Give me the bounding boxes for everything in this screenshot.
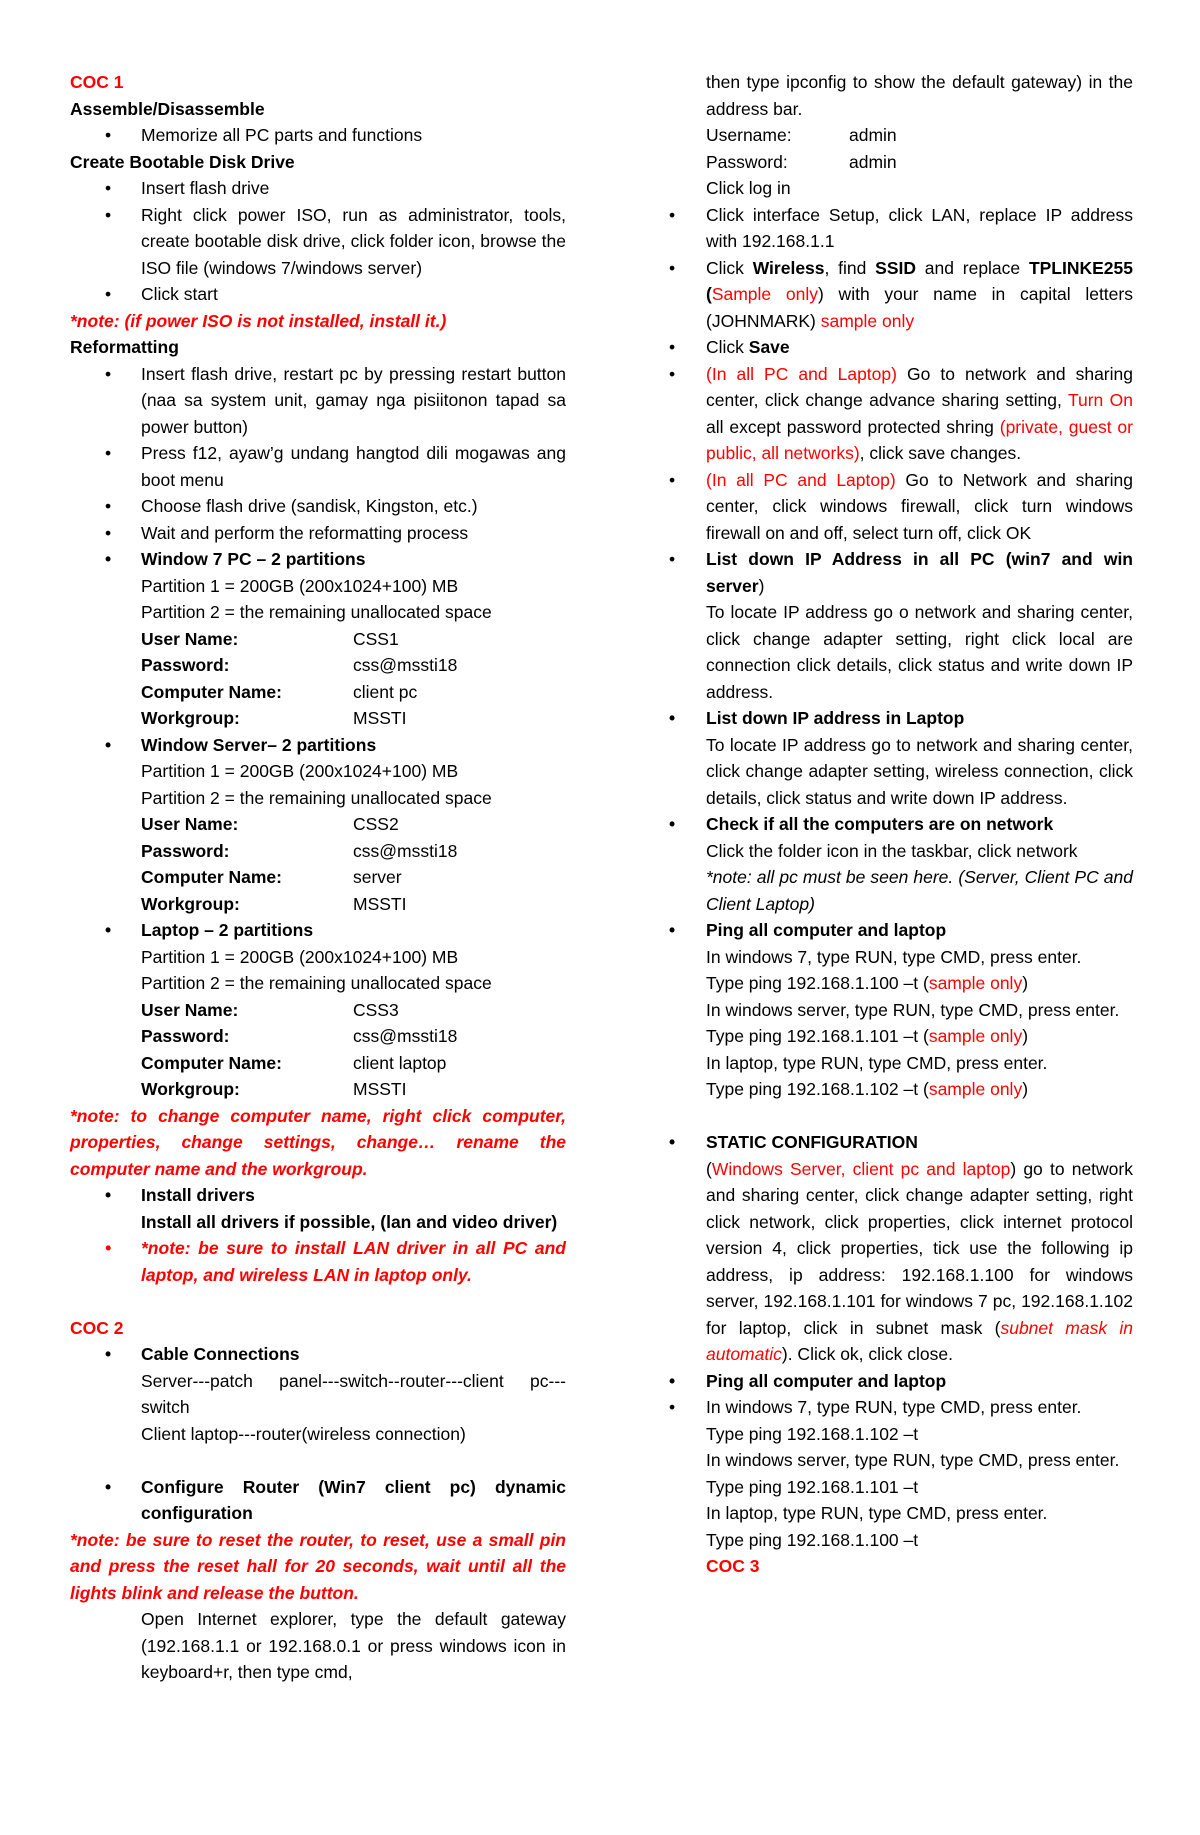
sample-only-note: Sample only [711,284,818,304]
ping-line [706,970,1133,997]
field-value: CSS2 [353,814,399,834]
turn-on-note: Turn On [1067,390,1133,410]
firewall-text: Go to Network and sharing center, click windows firewall, click turn windows firewall on and off, select turn off, click OK [706,469,1133,543]
click-login: Click log in [706,178,791,198]
field-key: Workgroup: [141,708,240,728]
install-drivers-heading: • Install drivers [70,1182,566,1209]
sharing-text: Go to network and sharing center, click change advance sharing setting, [706,363,1133,410]
coc1-heading: COC 1 [70,72,124,92]
wireless-text: ) with your name in capital letters (JOHNMARK) [706,284,1133,331]
sample-only-note: sample only [928,1026,1023,1046]
open-ie-text: Open Internet explorer, type the default gateway (192.168.1.1 or 192.168.0.1 or press windows icon in keyboard+r, then type cmd, [141,1609,566,1682]
ssid-label: SSID [875,257,917,278]
static-text: ) go to network and sharing center, click change adapter setting, right click network, click properties, click internet protocol version 4, click properties, tick use the following ip address, ip address: 192.168.1.100 for windows server, 192.168.1.101 for windows 7 pc, 192.168.1.102 for laptop, click in subnet mask ( [706,1158,1133,1338]
field-row [70,679,566,706]
field-key: Computer Name: [141,1052,282,1073]
field-key: Password: [141,1026,230,1046]
field-row [70,891,566,918]
field-value: client pc [353,681,418,702]
field-key: Password: [141,840,230,861]
spacer [70,1447,566,1474]
ping-paren: ) [1022,973,1029,993]
wireless-text: and replace [916,257,1029,278]
scope-note: (In all PC and Laptop) [706,363,897,384]
save-label: Save [748,337,790,357]
check-network-heading: • Check if all the computers are on network [706,811,1133,838]
router-heading: • Configure Router (Win7 client pc) dynamic configuration [70,1474,566,1527]
wireless-text: Click [706,257,753,278]
field-row [70,864,566,891]
field-row [70,811,566,838]
ping-command: Type ping 192.168.1.100 –t ( [706,973,929,993]
field-key: Password: [141,655,230,675]
field-row [70,997,566,1024]
subnet-note: subnet mask in automatic [706,1317,1133,1364]
list-ip-paren: ) [758,575,765,596]
reformat-item: • Press f12, ayaw’g undang hangtod dili mogawas ang boot menu [70,440,566,493]
field-row [70,1076,566,1103]
field-value: CSS1 [353,628,399,649]
gateway-continued: then type ipconfig to show the default gateway) in the address bar. [706,72,1133,119]
click-save-item [706,334,1133,361]
ping-line: Type ping 192.168.1.102 –t [706,1423,919,1444]
list-laptop-heading: • List down IP address in Laptop [706,705,1133,732]
list-ip-detail: To locate IP address go o network and sharing center, click change adapter setting, right click local are connection click details, click status and write down IP address. [706,602,1133,702]
poweriso-note: *note: (if power ISO is not installed, install it.) [70,310,447,331]
ping-line: In windows server, type RUN, type CMD, press enter. [706,1450,1120,1470]
bootable-item: • Right click power ISO, run as administrator, tools, create bootable disk drive, click folder icon, browse the ISO file (windows 7/windows server) [70,202,566,282]
static-config-heading: • STATIC CONFIGURATION [706,1129,1133,1156]
field-value: css@mssti18 [353,1026,458,1046]
list-laptop-detail: To locate IP address go to network and sharing center, click change adapter setting, wireless connection, click details, click status and write down IP address. [706,734,1133,808]
password-label: Password: [706,151,788,172]
scope-note: (In all PC and Laptop) [706,469,896,490]
field-key: User Name: [141,999,239,1020]
partition-1: Partition 1 = 200GB (200x1024+100) MB [141,761,459,781]
cable-heading: • Cable Connections [70,1341,566,1368]
firewall-item [706,467,1133,547]
ssid-name: TPLINKE255 [1028,257,1133,278]
field-row [70,1023,566,1050]
ping-line: Type ping 192.168.1.101 –t [706,1476,919,1497]
ping-line: In windows server, type RUN, type CMD, press enter. [706,999,1120,1020]
sample-only-note: sample only [820,310,915,331]
partition-2: Partition 2 = the remaining unallocated space [141,787,492,808]
username-label: Username: [706,125,792,145]
partition-2: Partition 2 = the remaining unallocated space [141,602,492,622]
cable-line-1: Server---patch panel---switch--router---client pc---switch [141,1370,566,1417]
bootable-heading: Create Bootable Disk Drive [70,151,295,172]
wireless-label: Wireless [752,257,825,278]
rename-note: *note: to change computer name, right click computer, properties, change settings, change… rename the computer name and the workgroup. [70,1105,566,1179]
ping-line: In laptop, type RUN, type CMD, press enter. [706,1503,1048,1523]
reformat-item: • Choose flash drive (sandisk, Kingston, etc.) [70,493,566,520]
field-value: MSSTI [353,1079,407,1099]
click-save-text: Click [706,337,749,357]
field-key: Computer Name: [141,867,282,887]
login-password-row [706,149,1133,176]
field-value: CSS3 [353,999,399,1020]
wireless-text: , find [824,257,876,278]
reformatting-heading: Reformatting [70,337,179,357]
ping-line [706,1023,1133,1050]
sample-only-note: sample only [928,1079,1023,1099]
ping-line: In windows 7, type RUN, type CMD, press enter. [706,946,1082,967]
ping-command: Type ping 192.168.1.101 –t ( [706,1026,929,1046]
coc3-heading: COC 3 [706,1556,760,1576]
field-value: server [353,867,402,887]
field-key: User Name: [141,628,239,649]
sharing-item [706,361,1133,467]
spacer [70,1288,566,1315]
field-row [70,626,566,653]
field-value: css@mssti18 [353,840,458,861]
reformat-item: • Insert flash drive, restart pc by pressing restart button (naa sa system unit, gamay nga pisiitonon tapad sa power button) [70,361,566,441]
cable-line-2: Client laptop---router(wireless connection) [141,1423,466,1444]
assemble-heading: Assemble/Disassemble [70,98,265,119]
ping-line: Type ping 192.168.1.100 –t [706,1529,919,1550]
install-drivers-detail: Install all drivers if possible, (lan and video driver) [141,1211,558,1232]
password-value: admin [849,151,897,172]
field-key: Workgroup: [141,893,240,914]
left-column [70,69,566,1686]
lan-note: • *note: be sure to install LAN driver in all PC and laptop, and wireless LAN in laptop only. [70,1235,566,1288]
field-row [70,652,566,679]
ping-paren: ) [1022,1079,1029,1099]
reset-note: *note: be sure to reset the router, to reset, use a small pin and press the reset hall for 20 seconds, wait until all the lights blink and release the button. [70,1529,566,1603]
partition-2: Partition 2 = the remaining unallocated space [141,973,492,993]
list-ip-heading [706,546,1133,599]
static-scope-note: Windows Server, client pc and laptop [711,1158,1011,1179]
partition-1: Partition 1 = 200GB (200x1024+100) MB [141,575,459,596]
check-network-note: *note: all pc must be seen here. (Server, Client PC and Client Laptop) [706,867,1133,914]
wireless-item [706,255,1133,335]
check-network-detail: Click the folder icon in the taskbar, click network [706,840,1078,861]
ping-heading: • Ping all computer and laptop [706,1368,1133,1395]
static-text: ( [706,1158,712,1179]
static-text: ). Click ok, click close. [781,1344,954,1364]
ping-command: Type ping 192.168.1.102 –t ( [706,1079,929,1099]
list-ip-title: List down IP Address in all PC (win7 and win server [706,549,1133,596]
pc-title: • Laptop – 2 partitions [70,917,566,944]
bootable-item: • Click start [70,281,566,308]
networks-note: (private, guest or public, all networks) [706,416,1133,463]
ping-heading: • Ping all computer and laptop [706,917,1133,944]
field-row [70,1050,566,1077]
field-value: MSSTI [353,893,407,914]
interface-setup-item: • Click interface Setup, click LAN, replace IP address with 192.168.1.1 [706,202,1133,255]
right-column [706,69,1133,1580]
wireless-text: ( [706,284,712,304]
username-value: admin [849,125,897,145]
ping-line: • In windows 7, type RUN, type CMD, press enter. [706,1394,1133,1421]
partition-1: Partition 1 = 200GB (200x1024+100) MB [141,946,459,967]
field-value: css@mssti18 [353,655,458,675]
field-row [70,838,566,865]
field-key: Computer Name: [141,681,282,702]
coc2-heading: COC 2 [70,1317,124,1338]
reformat-item: • Wait and perform the reformatting process [70,520,566,547]
pc-title: • Window 7 PC – 2 partitions [70,546,566,573]
login-username-row [706,122,1133,149]
bootable-item: • Insert flash drive [70,175,566,202]
pc-title: • Window Server– 2 partitions [70,732,566,759]
static-config-detail [706,1156,1133,1368]
ping-paren: ) [1022,1026,1029,1046]
field-key: User Name: [141,814,239,834]
field-value: client laptop [353,1052,447,1073]
sharing-text: all except password protected shring [706,416,1000,437]
spacer [706,1103,1133,1130]
field-value: MSSTI [353,708,407,728]
ping-line [706,1076,1133,1103]
field-row [70,705,566,732]
ping-line: In laptop, type RUN, type CMD, press enter. [706,1052,1048,1073]
assemble-item: • Memorize all PC parts and functions [70,122,566,149]
sharing-text: , click save changes. [859,443,1022,463]
sample-only-note: sample only [928,973,1023,993]
field-key: Workgroup: [141,1079,240,1099]
